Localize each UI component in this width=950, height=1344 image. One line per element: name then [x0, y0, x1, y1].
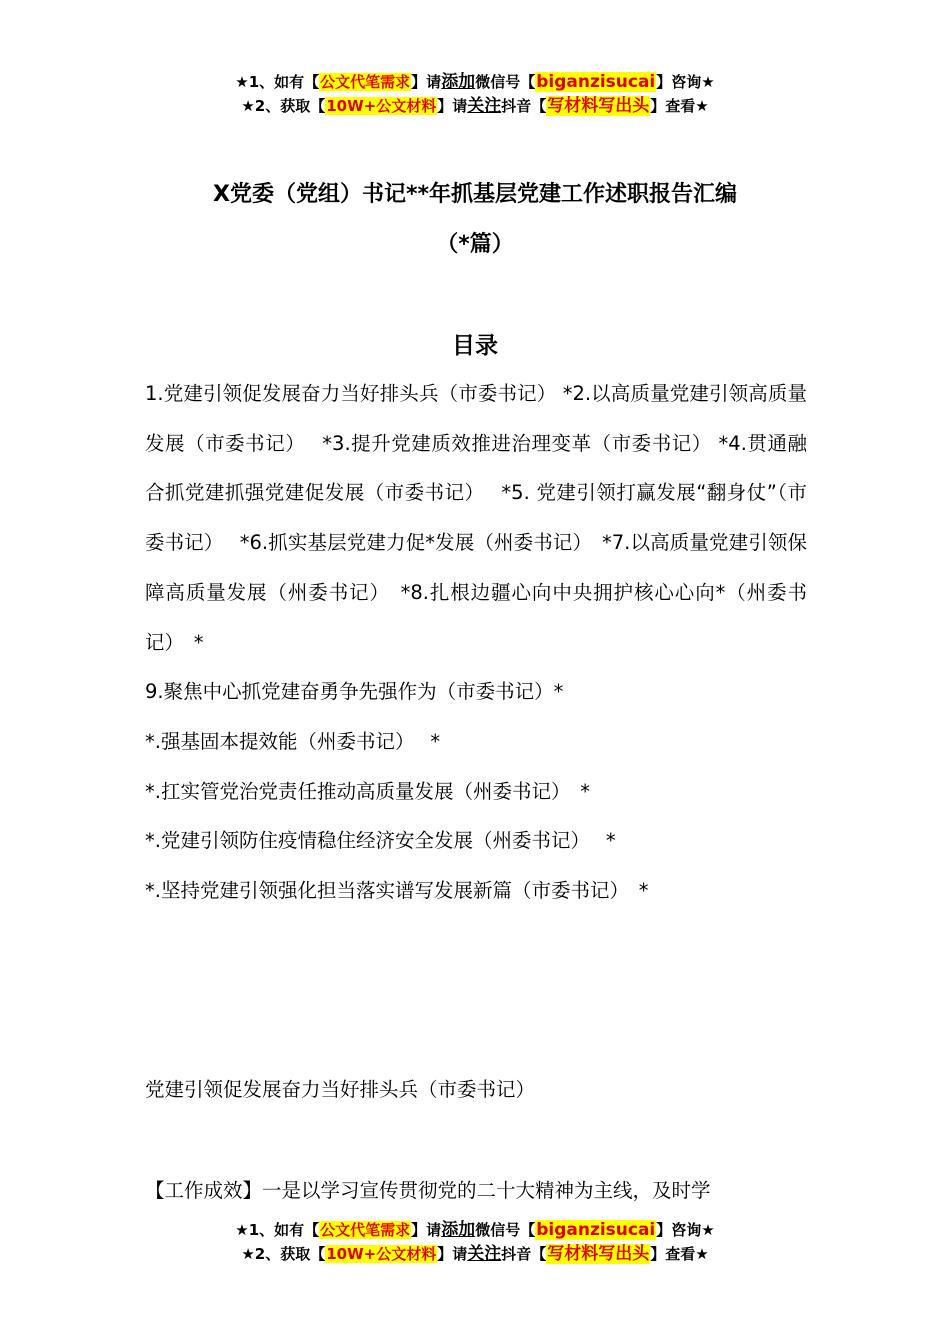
banner-wechat-id: biganzisucai: [536, 72, 656, 92]
banner-line-2: [0, 94, 950, 118]
banner-highlight: 10W+公文材料: [326, 1245, 437, 1263]
banner-text: 】咨询★: [656, 73, 715, 91]
body-paragraph: 【工作成效】一是以学习宣传贯彻党的二十大精神为主线，及时学: [145, 1179, 711, 1202]
banner-text: ★2、获取【: [241, 1245, 326, 1263]
toc-item: *.强基固本提效能（州委书记） *: [145, 729, 441, 753]
banner-emphasis: 关注: [467, 96, 502, 116]
banner-text: 】查看★: [650, 1245, 709, 1263]
banner-text: 】咨询★: [656, 1221, 715, 1239]
toc-paragraph: 1.党建引领促发展奋力当好排头兵（市委书记） *2.以高质量党建引领高质量发展（市委书记） *3.提升党建质效推进治理变革（市委书记） *4.贯通融合抓党建抓强党建促发展（市委书记） *5. 党建引领打赢发展“翻身仗”（市委书记） *6.抓实基层党建力促*发展（州委书记） *7.以高质量党建引领保障高质量发展（州委书记） *8.扎根边疆心向中央拥护核心心向*（州委书记） *: [145, 382, 807, 654]
table-of-contents: [145, 369, 807, 916]
document-title: [0, 170, 950, 270]
banner-text: 微信号【: [475, 73, 536, 91]
banner-line-1: [0, 70, 950, 94]
banner-douyin-id: 写材料写出头: [547, 96, 650, 116]
banner-text: 】请: [437, 97, 468, 115]
banner-text: 】请: [437, 1245, 468, 1263]
banner-line-1: [0, 1218, 950, 1242]
banner-text: 微信号【: [475, 1221, 536, 1239]
section-title: 党建引领促发展奋力当好排头兵（市委书记）: [145, 1078, 536, 1101]
banner-emphasis: 添加: [441, 72, 476, 92]
banner-highlight: 10W+公文材料: [326, 97, 437, 115]
toc-item: 9.聚焦中心抓党建奋勇争先强作为（市委书记）*: [145, 680, 564, 704]
banner-text: 】请: [411, 73, 442, 91]
banner-text: ★1、如有【: [235, 73, 320, 91]
banner-emphasis: 添加: [441, 1220, 476, 1240]
title-line-2: （*篇）: [436, 232, 514, 257]
banner-text: 】查看★: [650, 97, 709, 115]
banner-text: 抖音【: [501, 97, 547, 115]
banner-line-2: [0, 1242, 950, 1266]
toc-item: *.党建引领防住疫情稳住经济安全发展（州委书记） *: [145, 829, 616, 853]
toc-heading: 目录: [452, 333, 498, 359]
toc-item: *.扛实管党治党责任推动高质量发展（州委书记） *: [145, 779, 590, 803]
banner-text: 抖音【: [501, 1245, 547, 1263]
top-banner: [0, 70, 950, 118]
banner-text: 】请: [411, 1221, 442, 1239]
bottom-banner: [0, 1218, 950, 1266]
banner-text: ★1、如有【: [235, 1221, 320, 1239]
banner-highlight: 公文代笔需求: [320, 73, 411, 91]
title-line-1: X党委（党组）书记**年抓基层党建工作述职报告汇编: [213, 182, 737, 207]
banner-douyin-id: 写材料写出头: [547, 1244, 650, 1264]
toc-item: *.坚持党建引领强化担当落实谱写发展新篇（市委书记） *: [145, 879, 649, 903]
banner-highlight: 公文代笔需求: [320, 1221, 411, 1239]
banner-emphasis: 关注: [467, 1244, 502, 1264]
banner-wechat-id: biganzisucai: [536, 1220, 656, 1240]
banner-text: ★2、获取【: [241, 97, 326, 115]
